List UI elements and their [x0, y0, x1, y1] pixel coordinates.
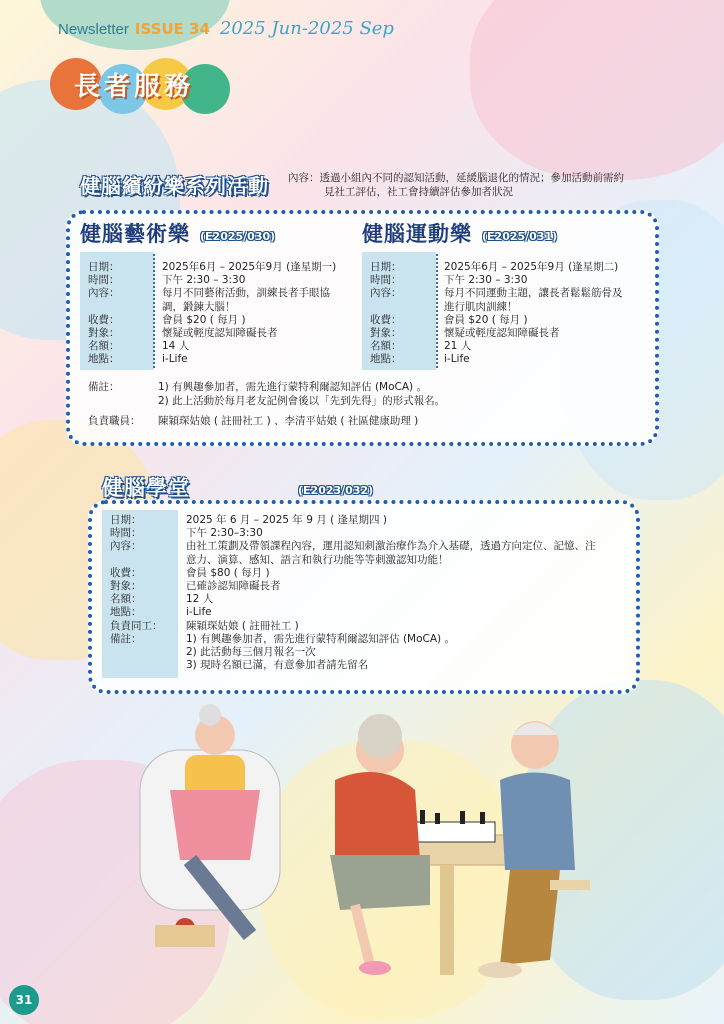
- sport-title: 健腦運動樂: [362, 222, 472, 246]
- detail-row: [110, 633, 630, 646]
- detail-row: [370, 340, 645, 353]
- page-number: 31: [9, 985, 39, 1015]
- detail-row: [370, 327, 645, 340]
- green-skirt: [330, 855, 430, 910]
- detail-key: [88, 301, 162, 314]
- detail-row: [110, 527, 630, 540]
- detail-row: [110, 580, 630, 593]
- detail-key: [110, 646, 186, 659]
- art-details: [88, 261, 358, 367]
- pink-shoe: [359, 961, 391, 975]
- table-leg: [440, 865, 454, 975]
- detail-key: 收費：: [110, 566, 142, 579]
- newsletter-label: Newsletter: [58, 21, 129, 38]
- detail-value: 14 人: [162, 340, 190, 353]
- detail-key: 名額：: [370, 340, 402, 353]
- class-code: (E2023/032): [298, 484, 374, 497]
- hair-bun: [199, 704, 221, 726]
- detail-value: 2) 此活動每三個月報名一次: [186, 646, 316, 659]
- detail-value: 會員 $80 ( 每月 ): [186, 566, 270, 579]
- detail-row: [110, 540, 630, 553]
- shoe: [478, 962, 522, 978]
- detail-key: 日期：: [370, 261, 402, 273]
- detail-key: 日期：: [110, 514, 142, 526]
- detail-key: 時間：: [88, 274, 120, 287]
- detail-row: [110, 567, 630, 580]
- detail-key: 地點：: [370, 353, 402, 366]
- grey-hair: [358, 714, 402, 758]
- detail-row: [370, 301, 645, 314]
- detail-key: 對象：: [370, 327, 402, 340]
- art-code: (E2025/030): [200, 230, 276, 243]
- detail-key: 時間：: [370, 274, 402, 287]
- detail-value: 每月不同藝術活動，訓練長者手眼協: [162, 287, 330, 300]
- detail-key: 名額：: [88, 340, 120, 353]
- detail-key: [110, 659, 186, 672]
- detail-value: 2025年6月 – 2025年9月 (逢星期一): [162, 261, 337, 273]
- sport-details: [370, 261, 645, 367]
- detail-value: i-Life: [444, 353, 470, 366]
- detail-value: 陳穎琛姑娘 ( 註冊社工 ): [186, 619, 299, 632]
- detail-key: [370, 301, 444, 314]
- detail-row: [88, 301, 358, 314]
- detail-key: 備註：: [110, 632, 142, 645]
- yarn-basket: [155, 925, 215, 947]
- detail-key: 內容：: [110, 540, 142, 553]
- detail-row: [88, 353, 358, 366]
- intro-line: 見社工評估，社工會持續評估參加者狀況: [324, 186, 513, 198]
- detail-key: 收費：: [370, 313, 402, 326]
- detail-value: 懷疑或輕度認知障礙長者: [444, 327, 560, 340]
- series-intro: [288, 171, 624, 199]
- detail-row: [370, 261, 645, 274]
- detail-key: 日期：: [88, 261, 120, 273]
- detail-value: 已確診認知障礙長者: [186, 580, 281, 593]
- detail-key: 負責同工：: [110, 619, 163, 632]
- detail-row: [88, 327, 358, 340]
- class-title: 健腦學堂: [102, 476, 190, 500]
- detail-value: 3) 現時名額已滿，有意參加者請先留名: [186, 659, 369, 672]
- detail-value: 調，鍛鍊大腦！: [162, 300, 236, 313]
- detail-key: 內容：: [88, 287, 120, 300]
- knitted-sweater: [170, 790, 260, 860]
- detail-row: [88, 274, 358, 287]
- watercolor-blob: [470, 0, 724, 180]
- white-hair: [512, 723, 558, 736]
- leg: [355, 905, 370, 965]
- detail-row: [110, 620, 630, 633]
- section-badge-title: 長者服務: [74, 72, 195, 102]
- staff-label: 負責職員：: [88, 415, 141, 427]
- detail-value: 下午 2:30–3:30: [186, 527, 263, 540]
- detail-key: 名額：: [110, 593, 142, 606]
- detail-value: 進行肌肉訓練！: [444, 300, 518, 313]
- series-notes: [88, 380, 445, 428]
- notes-label: 備註：: [88, 381, 120, 393]
- note-line: 2) 此上活動於每月老友記例會後以「先到先得」的形式報名。: [158, 395, 446, 407]
- detail-key: 對象：: [88, 327, 120, 340]
- detail-row: [370, 274, 645, 287]
- detail-key: 地點：: [88, 353, 120, 366]
- staff-value: 陳穎琛姑娘 ( 註冊社工 ) 、李清平姑娘 ( 社區健康助理 ): [158, 415, 419, 427]
- detail-row: [88, 314, 358, 327]
- detail-row: [370, 314, 645, 327]
- detail-value: 1) 有興趣參加者，需先進行蒙特利爾認知評估 (MoCA) 。: [186, 632, 455, 645]
- detail-value: 下午 2:30 – 3:30: [444, 274, 528, 287]
- detail-value: 會員 $20 ( 每月 ): [444, 313, 528, 326]
- detail-value: 2025 年 6 月 – 2025 年 9 月 ( 逢星期四 ): [186, 514, 387, 526]
- detail-key: 時間：: [110, 527, 142, 540]
- detail-row: [110, 646, 630, 659]
- detail-key: 對象：: [110, 580, 142, 593]
- detail-row: [370, 353, 645, 366]
- newsletter-header: [58, 18, 394, 39]
- issue-number: ISSUE 34: [134, 20, 210, 38]
- detail-value: 懷疑或輕度認知障礙長者: [162, 327, 278, 340]
- detail-value: 21 人: [444, 340, 472, 353]
- seniors-illustration: [130, 700, 610, 1000]
- detail-key: 內容：: [370, 287, 402, 300]
- detail-row: [110, 593, 630, 606]
- detail-row: [110, 514, 630, 527]
- art-title: 健腦藝術樂: [80, 222, 190, 246]
- detail-value: 2025年6月 – 2025年9月 (逢星期二): [444, 261, 619, 273]
- series-title: 健腦繽紛樂系列活動: [80, 174, 269, 198]
- detail-row: [370, 287, 645, 300]
- intro-line: 透過小組內不同的認知活動，延緩腦退化的情況；參加活動前需約: [319, 172, 624, 184]
- detail-row: [88, 261, 358, 274]
- detail-value: 會員 $20 ( 每月 ): [162, 313, 246, 326]
- detail-value: 下午 2:30 – 3:30: [162, 274, 246, 287]
- stool: [550, 880, 590, 890]
- detail-row: [88, 287, 358, 300]
- class-details: [110, 514, 630, 672]
- detail-row: [110, 554, 630, 567]
- detail-value: i-Life: [186, 606, 212, 619]
- detail-row: [88, 340, 358, 353]
- issue-period: 2025 Jun-2025 Sep: [219, 18, 394, 39]
- detail-key: 收費：: [88, 313, 120, 326]
- detail-value: 每月不同運動主題，讓長者鬆鬆筋骨及: [444, 287, 623, 300]
- sport-code: (E2025/031): [482, 230, 558, 243]
- blue-cardigan: [500, 773, 575, 871]
- note-line: 1) 有興趣參加者，需先進行蒙特利爾認知評估 (MoCA) 。: [158, 381, 427, 393]
- detail-row: [110, 606, 630, 619]
- detail-value: 由社工策劃及帶領課程內容，運用認知刺激治療作為介入基礎，透過方向定位、記憶、注: [186, 540, 596, 553]
- detail-value: 12 人: [186, 593, 214, 606]
- detail-value: 意力、演算、感知、語言和執行功能等等刺激認知功能！: [186, 553, 449, 566]
- detail-value: i-Life: [162, 353, 188, 366]
- detail-key: 地點：: [110, 606, 142, 619]
- detail-key: [110, 554, 186, 567]
- red-shirt: [335, 772, 420, 860]
- intro-label: 內容：: [288, 172, 320, 184]
- detail-row: [110, 659, 630, 672]
